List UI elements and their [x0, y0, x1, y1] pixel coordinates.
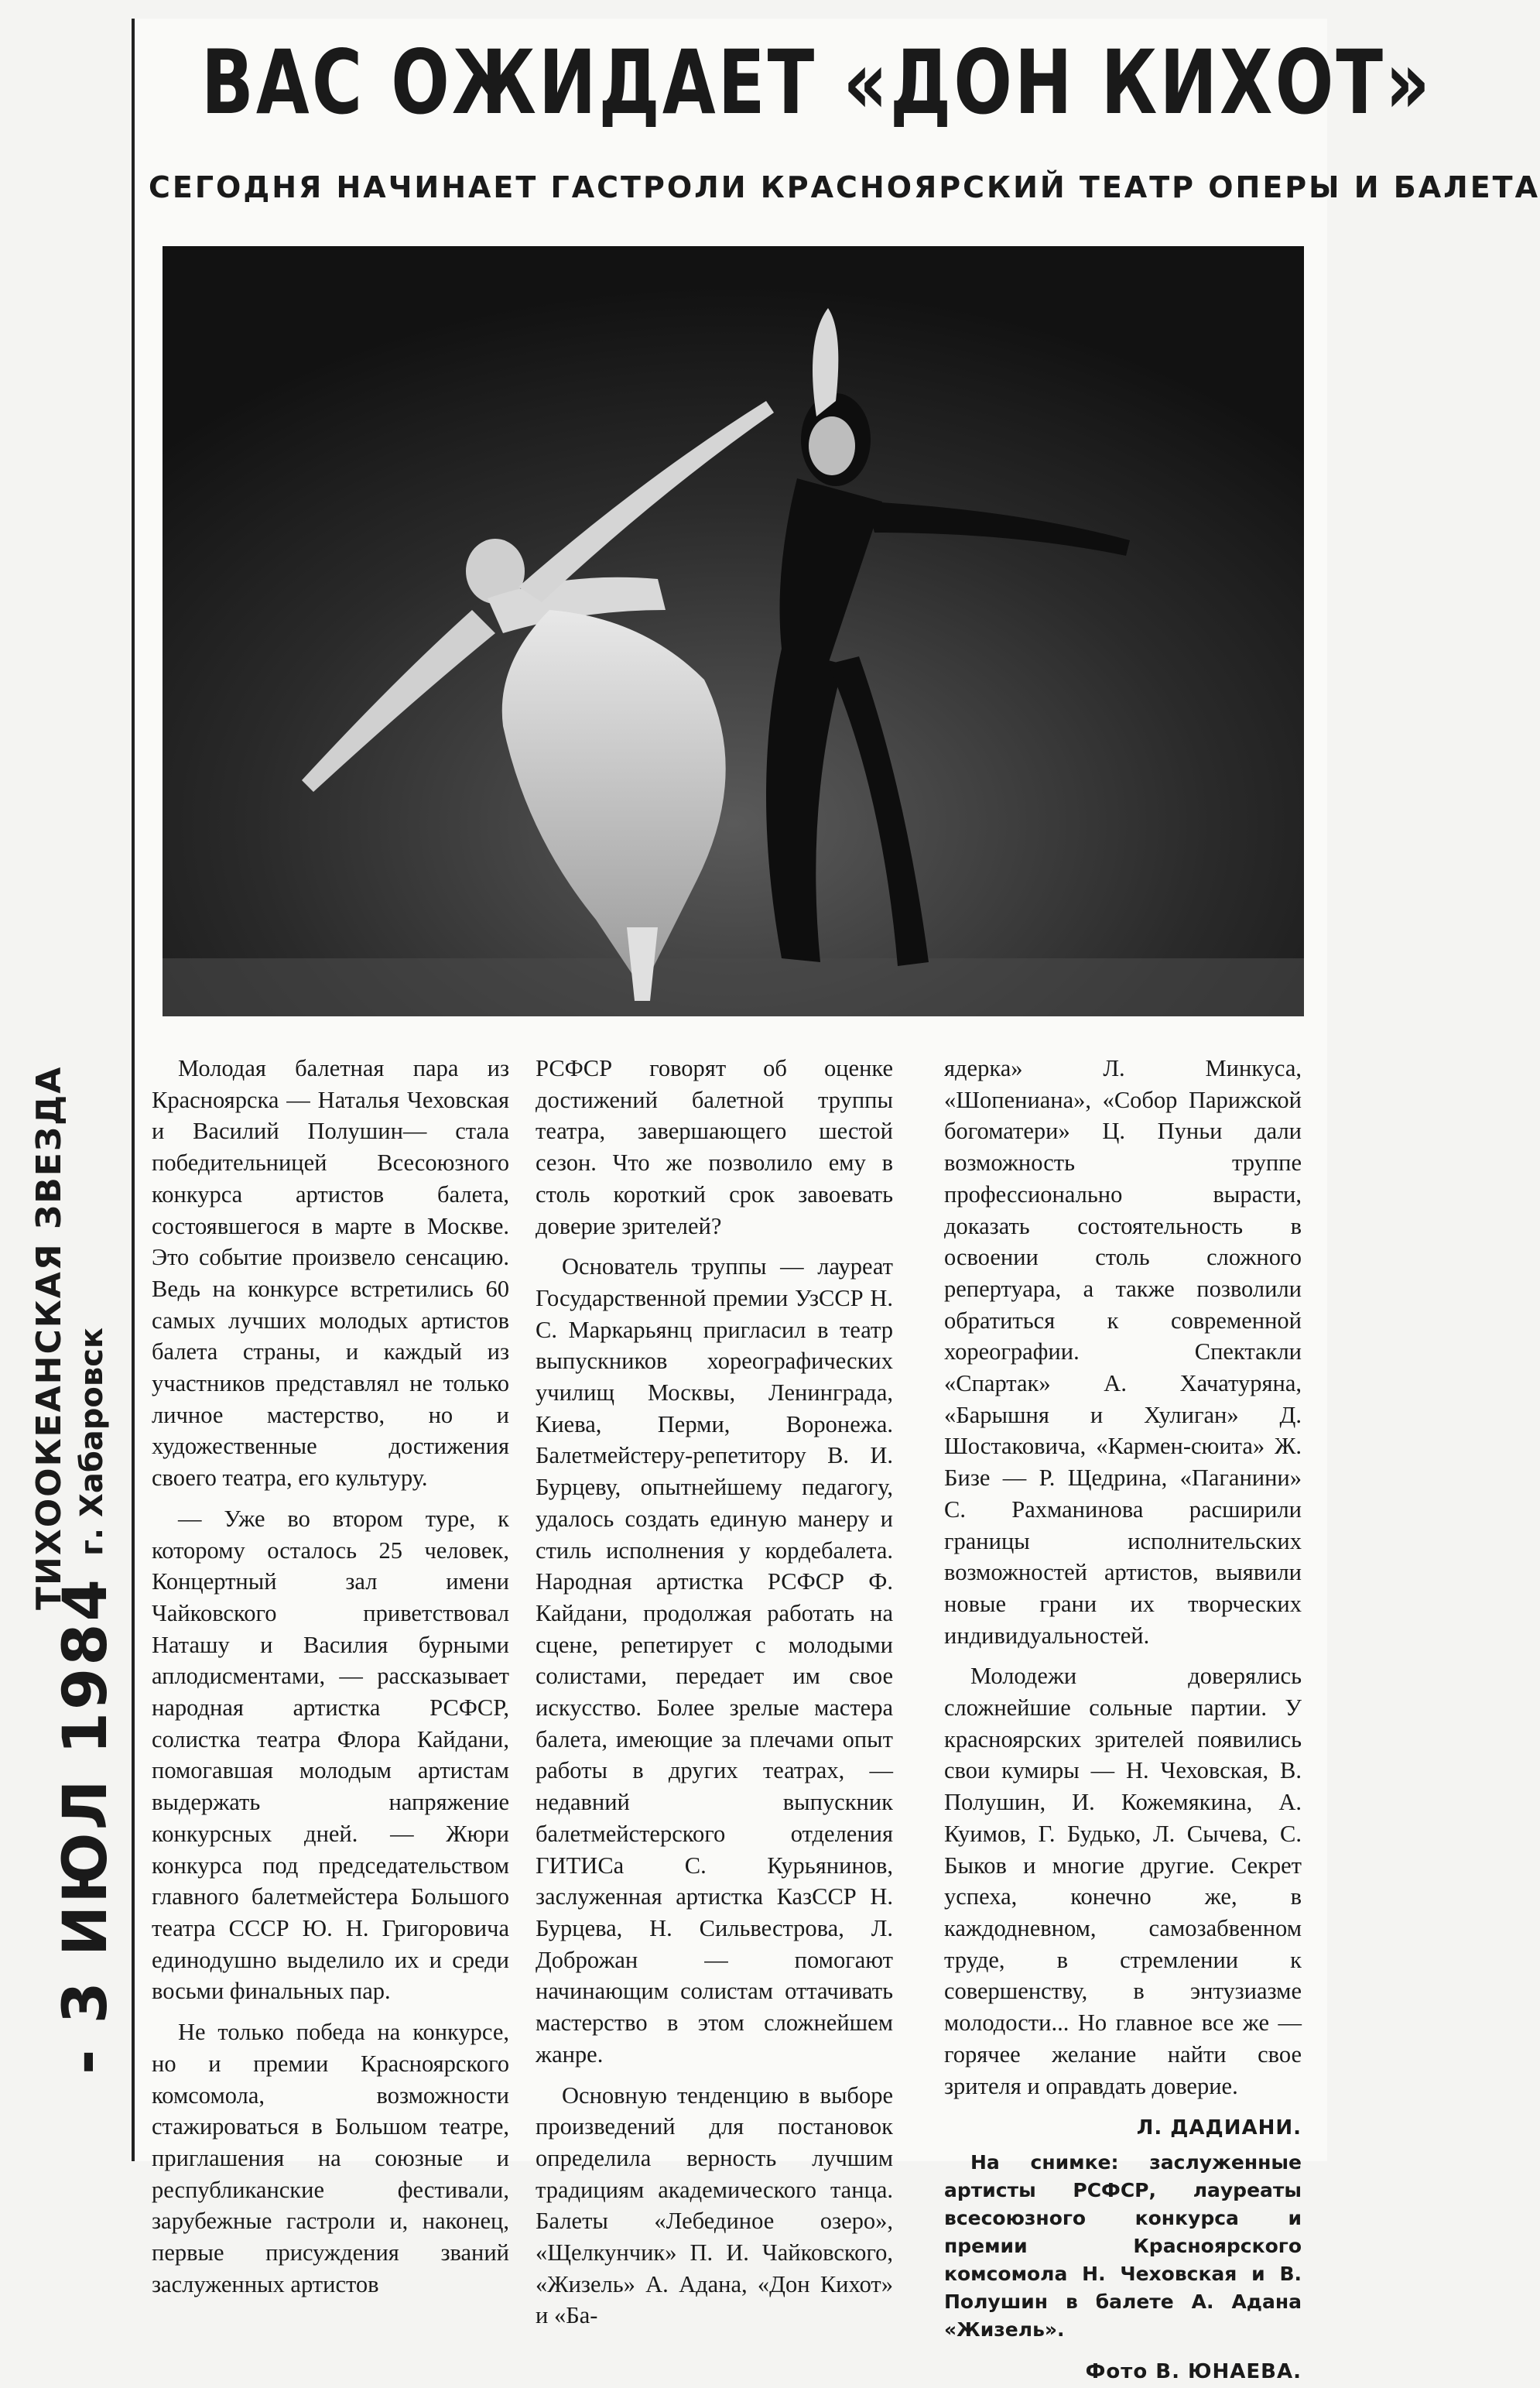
headline: ВАС ОЖИДАЕТ «ДОН КИХОТ»: [201, 31, 1432, 134]
ballet-photo: [163, 246, 1304, 1016]
archive-stamp: [23, 1065, 132, 2090]
stamp-newspaper-name: ТИХООКЕАНСКАЯ ЗВЕЗДА: [29, 1065, 69, 1610]
paragraph: Молодая балетная пара из Красноярска — Наталья Чеховская и Василий Полушин— стала победительницей Всесоюзного конкурса артистов балета, состоявшегося в марте в Москве. Это событие произвело сенсацию. Ведь на конкурсе встретились 60 самых лучших молодых артистов балета страны, и каждый из участников представлял не только личное мастерство, но и художественные достижения своего театра, его культуру.: [152, 1055, 509, 1492]
photo-credit: Фото В. ЮНАЕВА.: [1085, 2359, 1302, 2383]
photo-caption: На снимке: заслуженные артисты РСФСР, лауреаты всесоюзного конкурса и премии Красноярского комсомола Н. Чеховская и В. Полушин в балете А. Адана «Жизель».: [944, 2150, 1302, 2341]
paragraph: Молодежи доверялись сложнейшие сольные партии. У красноярских зрителей появились свои кумиры — Н. Чеховская, В. Полушин, И. Кожемякина, А. Куимов, Г. Будько, Л. Сычева, С. Быков и многие другие. Секрет успеха, конечно же, в каждодневном, самозабвенном труде, в стремлении к совершенству, в энтузиазме молодости... Но главное все же — горячее желание найти свое зрителя и оправдать доверие.: [944, 1663, 1302, 2099]
clipping-left-rule: [132, 19, 135, 2161]
stamp-city: г. Хабаровск: [74, 1327, 110, 1556]
stamp-date: - 3 ИЮЛ 1984: [51, 1577, 121, 2075]
article-column-3: [944, 1053, 1302, 2388]
paragraph: РСФСР говорят об оценке достижений балетной труппы театра, завершающего шестой сезон. Что же позволило ему в столь короткий срок завоевать доверие зрителей?: [536, 1055, 893, 1239]
article-column-1: [152, 1053, 509, 2300]
paragraph: ядерка» Л. Минкуса, «Шопениана», «Собор Парижской богоматери» Ц. Пуньи дали возможность труппе профессионально вырасти, доказать состоятельность в освоении столь сложного репертуара, а также позволили обратиться к современной хореографии. Спектакли «Спартак» А. Хачатуряна, «Барышня и Хулиган» Д. Шостаковича, «Кармен-сюита» Ж. Бизе — Р. Щедрина, «Паганини» С. Рахманинова расширили границы исполнительских возможностей артистов, выявили новые грани их творческих индивидуальностей.: [944, 1055, 1302, 1649]
author-signature: Л. ДАДИАНИ.: [1136, 2116, 1302, 2140]
paragraph: Основатель труппы — лауреат Государственной премии УзССР Н. С. Маркарьянц пригласил в театр выпускников хореографических училищ Москвы, Ленинграда, Киева, Перми, Воронежа. Балетмейстеру-репетитору В. И. Бурцеву, опытнейшему педагогу, удалось создать единую манеру и стиль исполнения у кордебалета. Народная артистка РСФСР Ф. Кайдани, продолжая работать на сцене, репетирует с молодыми солистами, передает им свое искусство. Более зрелые мастера балета, имеющие за плечами опыт работы в других театрах, — недавний выпускник балетмейстерского отделения ГИТИСа С. Курьянинов, заслуженная артистка КазССР Н. Бурцева, Н. Сильвестрова, Л. Доброжан — помогают начинающим солистам оттачивать мастерство в этом сложнейшем жанре.: [536, 1253, 893, 2068]
paragraph: Не только победа на конкурсе, но и премии Красноярского комсомола, возможности стажироваться в Большом театре, приглашения на союзные и республиканские фестивали, зарубежные гастроли и, наконец, первые присуждения званий заслуженных артистов: [152, 2019, 509, 2297]
article-column-2: [536, 1053, 893, 2331]
ballet-dancers-image: [163, 246, 1304, 1016]
paragraph: — Уже во втором туре, к которому осталось 25 человек, Концертный зал имени Чайковского приветствовал Наташу и Василия бурными аплодисментами, — рассказывает народная артистка РСФСР, солистка театра Флора Кайдани, помогавшая молодым артистам выдержать напряжение конкурсных дней. — Жюри конкурса под председательством главного балетмейстера Большого театра СССР Ю. Н. Григоровича единодушно выделило их и среди восьми финальных пар.: [152, 1505, 509, 2005]
subheadline: СЕГОДНЯ НАЧИНАЕТ ГАСТРОЛИ КРАСНОЯРСКИЙ ТЕАТР ОПЕРЫ И БАЛЕТА: [149, 170, 1540, 204]
paragraph: Основную тенденцию в выборе произведений для постановок определила верность лучшим традициям академического танца. Балеты «Лебединое озеро», «Щелкунчик» П. И. Чайковского, «Жизель» А. Адана, «Дон Кихот» и «Ба-: [536, 2081, 893, 2329]
